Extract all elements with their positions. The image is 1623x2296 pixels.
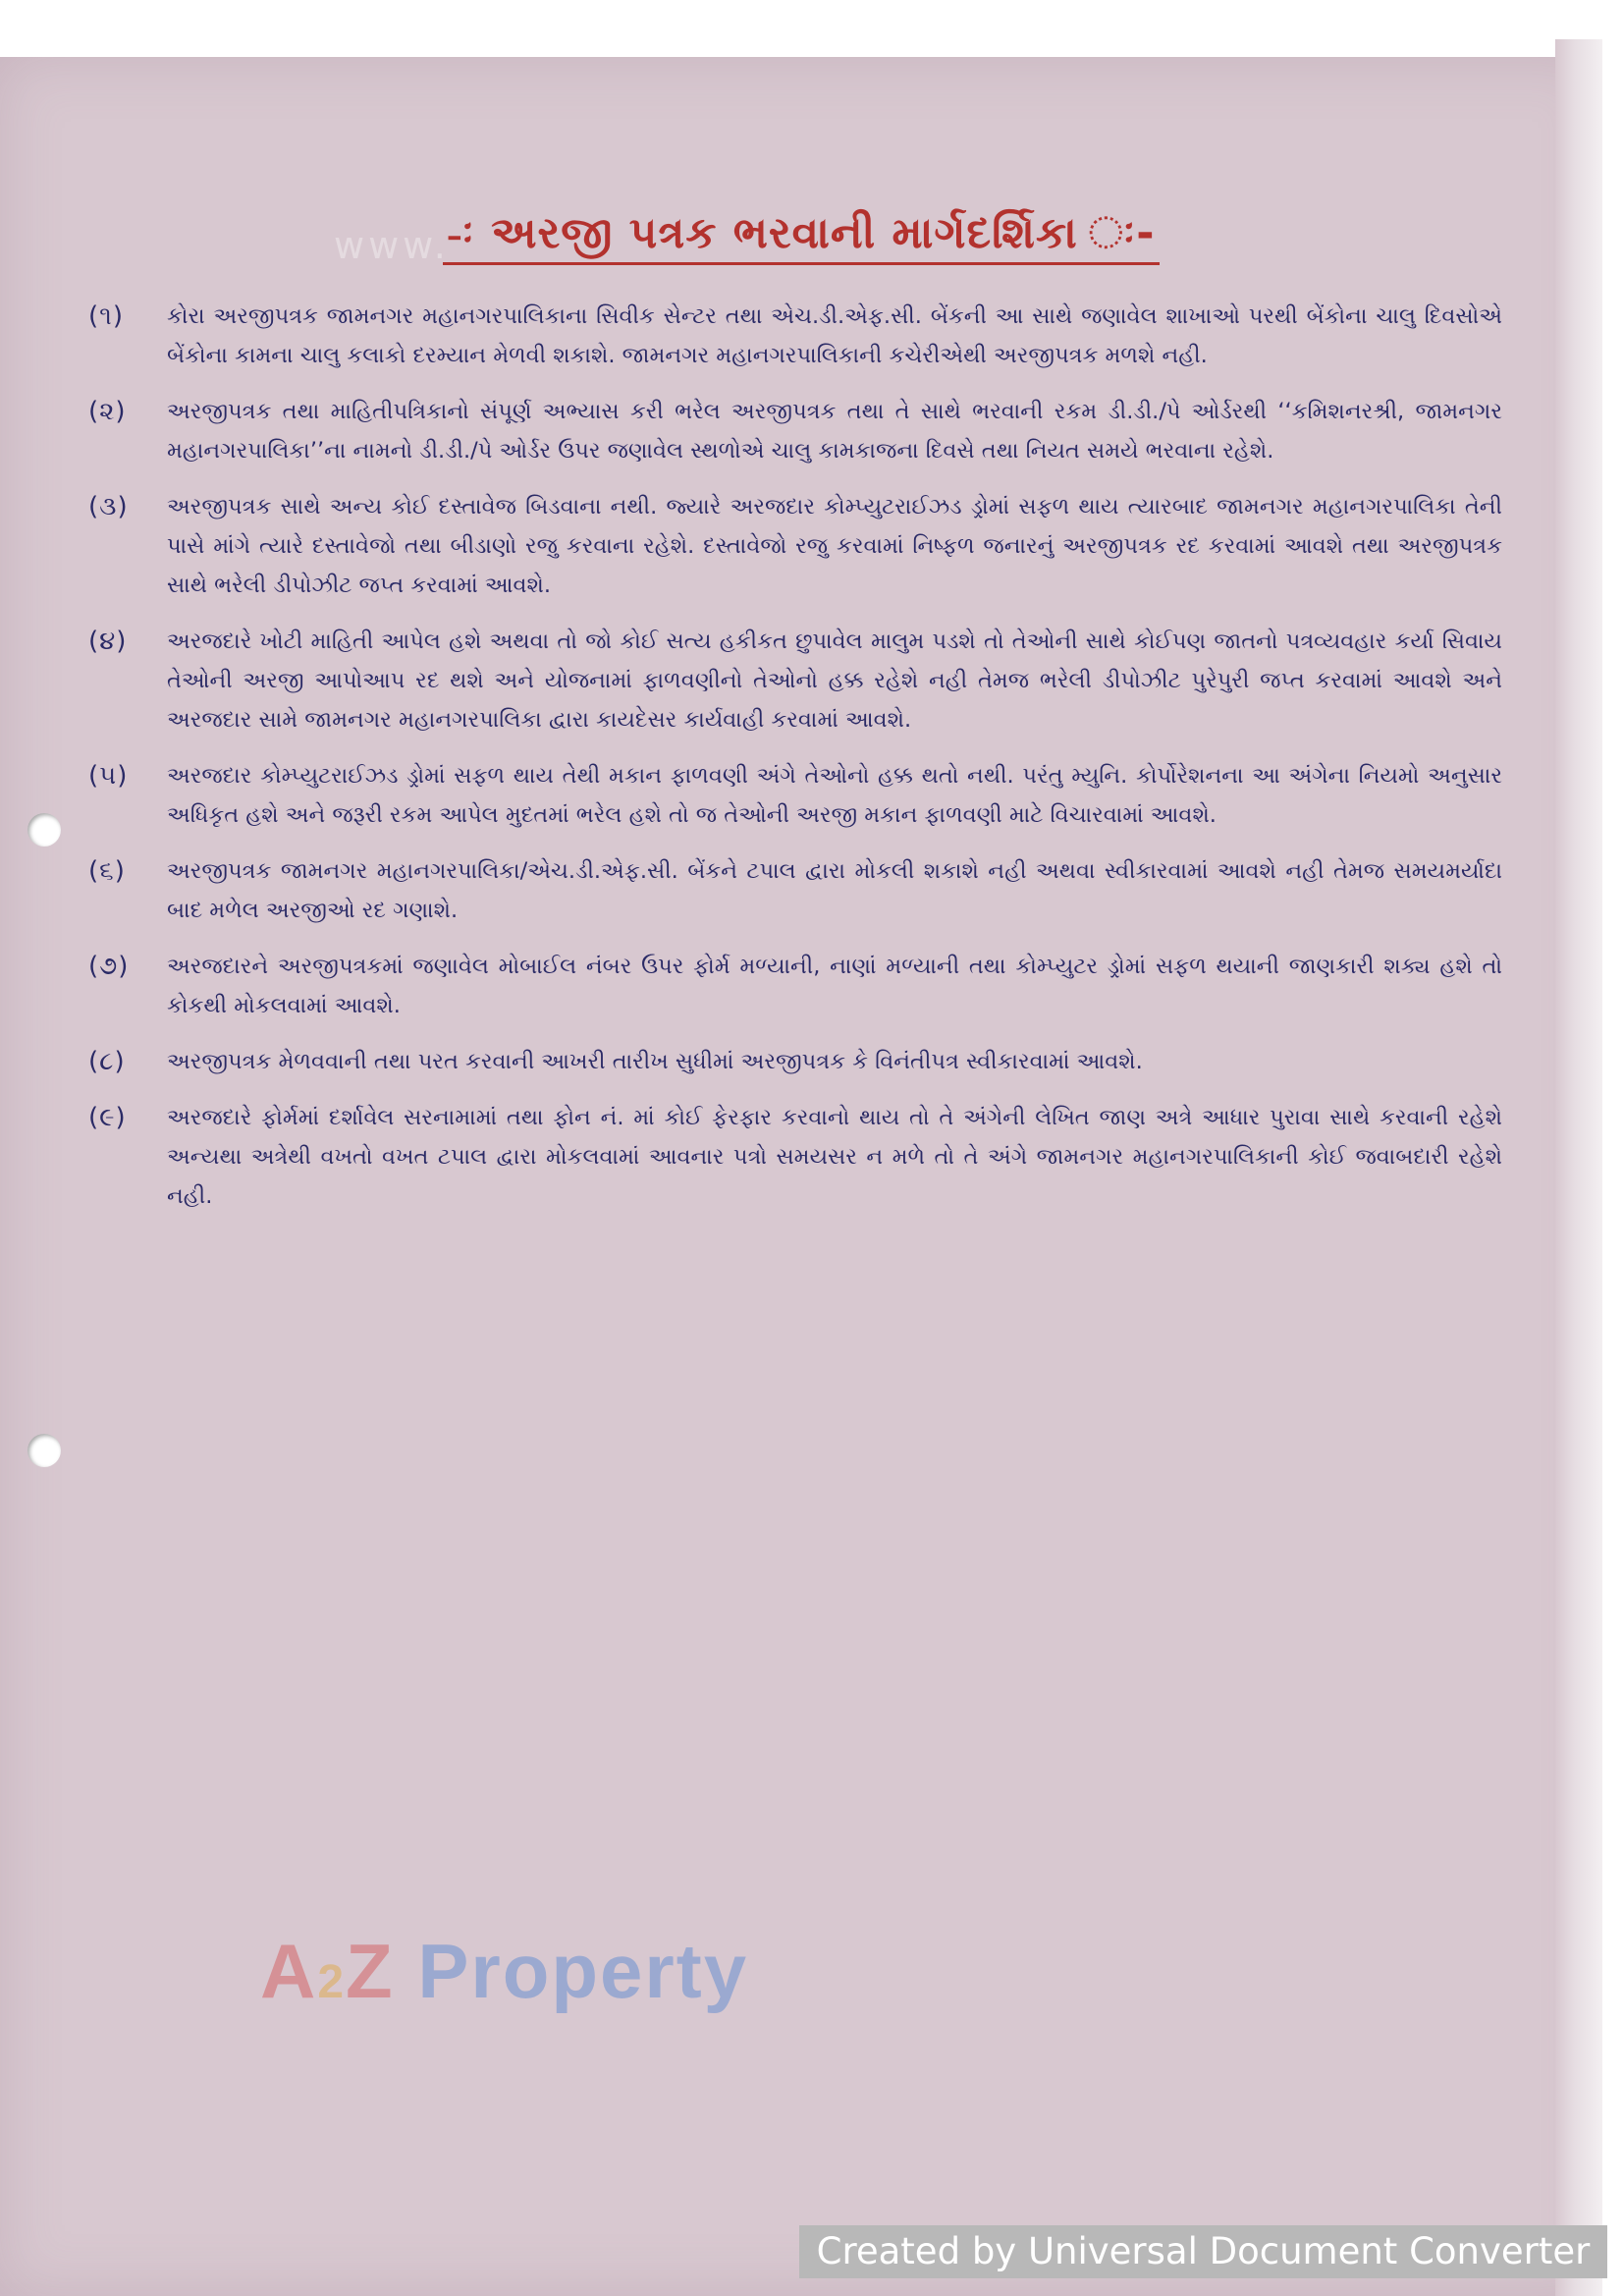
item-number: (૬) (88, 856, 126, 886)
item-number: (૨) (88, 397, 127, 426)
scan-top-margin (0, 0, 1623, 57)
page-edge (1555, 39, 1602, 2296)
list-item (88, 1098, 1502, 1216)
item-number: (૧) (88, 301, 125, 331)
item-number: (૭) (88, 952, 130, 981)
punch-hole (27, 1434, 61, 1467)
item-text: અરજદારે ખોટી માહિતી આપેલ હશે અથવા તો જો કોઈ સત્ય હકીકત છુપાવેલ માલુમ પડશે તો તેઓની સાથે કોઈપણ જાતનો પત્રવ્યવહાર કર્યા સિવાય તેઓની અરજી આપોઆપ રદ થશે અને યોજનામાં ફાળવણીનો તેઓનો હક્ક રહેશે નહી તેમજ ભરેલી ડીપોઝીટ પુરેપુરી જપ્ત કરવામાં આવશે અને અરજદાર સામે જામનગર મહાનગરપાલિકા દ્વારા કાયદેસર કાર્યવાહી કરવામાં આવશે. (167, 629, 1502, 733)
item-number: (૫) (88, 761, 129, 791)
document-title: -ઃ અરજી પત્રક ભરવાની માર્ગદર્શિકા ઃ- (443, 208, 1159, 265)
converter-banner: Created by Universal Document Converter (799, 2225, 1607, 2278)
watermark-digit-2: 2 (317, 1956, 347, 2008)
item-text: અરજદાર કોમ્પ્યુટરાઈઝડ ડ્રોમાં સફળ થાય તેથી મકાન ફાળવણી અંગે તેઓનો હક્ક થતો નથી. પરંતુ મ્યુનિ. કોર્પોરેશનના આ અંગેના નિયમો અનુસાર અધિકૃત હશે અને જરૂરી રકમ આપેલ મુદતમાં ભરેલ હશે તો જ તેઓની અરજી મકાન ફાળવણી માટે વિચારવામાં આવશે. (167, 763, 1502, 828)
watermark-letter-z: Z (346, 1928, 395, 2014)
punch-hole (27, 813, 61, 847)
watermark-letter-a: A (260, 1928, 318, 2014)
item-number: (૪) (88, 627, 128, 656)
list-item (88, 622, 1502, 739)
title-container (0, 208, 1602, 265)
item-text: કોરા અરજીપત્રક જામનગર મહાનગરપાલિકાના સિવીક સેન્ટર તથા એચ.ડી.એફ.સી. બેંકની આ સાથે જણાવેલ શાખાઓ પરથી બેંકોના ચાલુ દિવસોએ બેંકોના કામના ચાલુ કલાકો દરમ્યાન મેળવી શકાશે. જામનગર મહાનગરપાલિકાની કચેરીએથી અરજીપત્રક મળશે નહી. (167, 303, 1502, 368)
list-item (88, 297, 1502, 375)
item-text: અરજીપત્રક જામનગર મહાનગરપાલિકા/એચ.ડી.એફ.સી. બેંકને ટપાલ દ્વારા મોકલી શકાશે નહી અથવા સ્વીકારવામાં આવશે નહી તેમજ સમયમર્યાદા બાદ મળેલ અરજીઓ રદ ગણાશે. (167, 858, 1502, 923)
watermark-word-property: Property (417, 1928, 749, 2014)
item-text: અરજદારે ફોર્મમાં દર્શાવેલ સરનામામાં તથા ફોન નં. માં કોઈ ફેરફાર કરવાનો થાય તો તે અંગેની લેખિત જાણ અત્રે આધાર પુરાવા સાથે કરવાની રહેશે અન્યથા અત્રેથી વખતો વખત ટપાલ દ્વારા મોકલવામાં આવનાર પત્રો સમયસર ન મળે તો તે અંગે જામનગર મહાનગરપાલિકાની કોઈ જવાબદારી રહેશે નહી. (167, 1105, 1502, 1209)
a2z-property-watermark (260, 1927, 748, 2016)
item-text: અરજીપત્રક તથા માહિતીપત્રિકાનો સંપૂર્ણ અભ્યાસ કરી ભરેલ અરજીપત્રક તથા તે સાથે ભરવાની રકમ ડી.ડી./પે ઓર્ડરથી ‘‘કમિશનરશ્રી, જામનગર મહાનગરપાલિકા’’ના નામનો ડી.ડી./પે ઓર્ડર ઉપર જણાવેલ સ્થળોએ ચાલુ કામકાજના દિવસે તથા નિયત સમયે ભરવાના રહેશે. (167, 399, 1502, 464)
item-text: અરજદારને અરજીપત્રકમાં જણાવેલ મોબાઈલ નંબર ઉપર ફોર્મ મળ્યાની, નાણાં મળ્યાની તથા કોમ્પ્યુટર ડ્રોમાં સફળ થયાની જાણકારી શક્ય હશે તો કોકથી મોકલવામાં આવશે. (167, 954, 1502, 1018)
item-text: અરજીપત્રક સાથે અન્ય કોઈ દસ્તાવેજ બિડવાના નથી. જ્યારે અરજદાર કોમ્પ્યુટરાઈઝડ ડ્રોમાં સફળ થાય ત્યારબાદ જામનગર મહાનગરપાલિકા તેની પાસે માંગે ત્યારે દસ્તાવેજો તથા બીડાણો રજુ કરવાના રહેશે. દસ્તાવેજો રજુ કરવામાં નિષ્ફળ જનારનું અરજીપત્રક રદ કરવામાં આવશે તથા અરજીપત્રક સાથે ભરેલી ડીપોઝીટ જપ્ત કરવામાં આવશે. (167, 494, 1502, 598)
item-number: (૩) (88, 492, 129, 521)
faint-watermark-url: www. (334, 224, 450, 267)
list-item (88, 487, 1502, 605)
item-number: (૯) (88, 1103, 127, 1132)
list-item (88, 756, 1502, 835)
item-number: (૮) (88, 1047, 126, 1076)
list-item (88, 947, 1502, 1025)
list-item (88, 1042, 1502, 1081)
list-item (88, 392, 1502, 470)
guideline-list (88, 297, 1502, 1232)
list-item (88, 851, 1502, 930)
item-text: અરજીપત્રક મેળવવાની તથા પરત કરવાની આખરી તારીખ સુધીમાં અરજીપત્રક કે વિનંતીપત્ર સ્વીકારવામાં આવશે. (167, 1049, 1143, 1074)
